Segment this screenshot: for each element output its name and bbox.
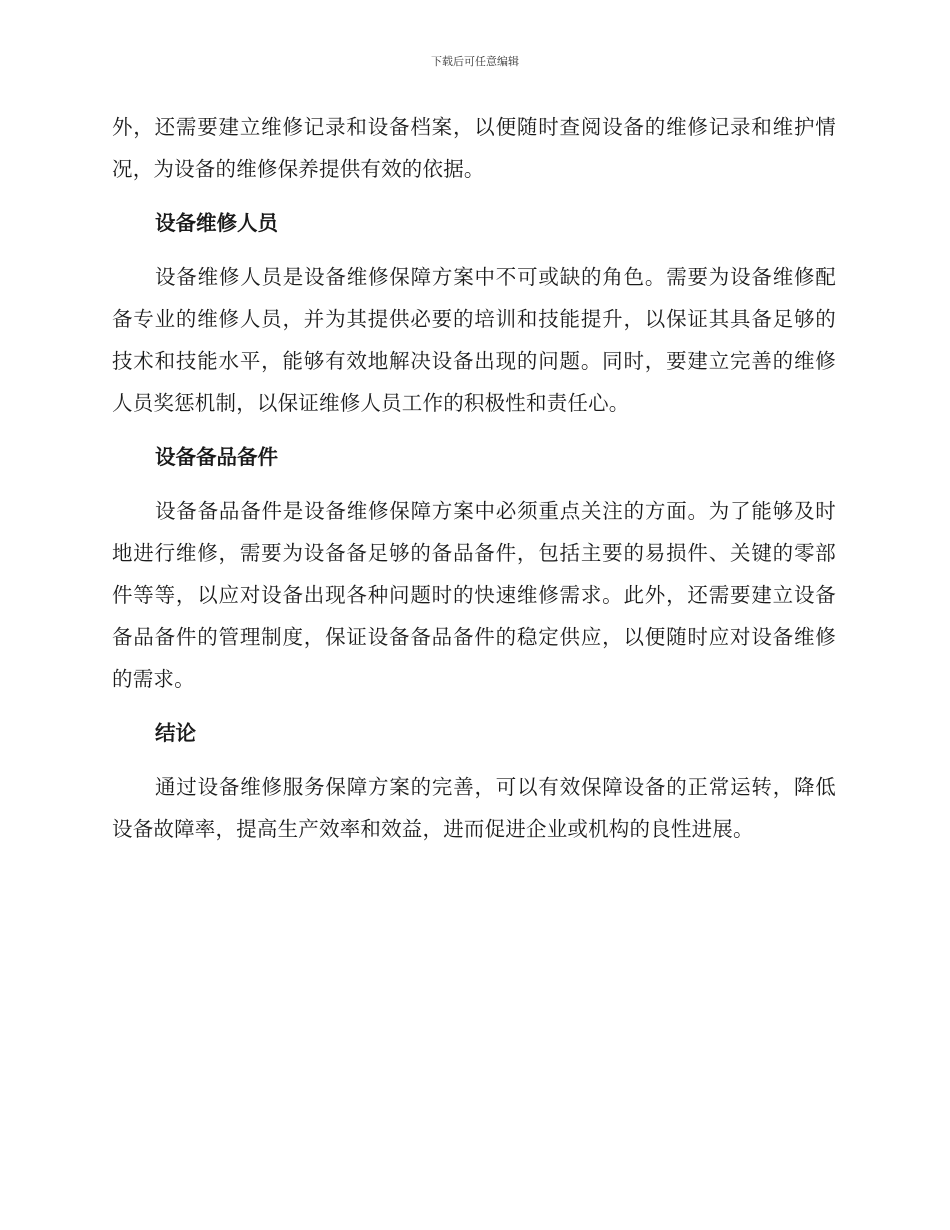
document-body [112,106,836,850]
spare-parts-heading: 设备备品备件 [155,445,278,469]
page-header: 下载后可任意编辑 [431,55,519,68]
conclusion-paragraph: 通过设备维修服务保障方案的完善，可以有效保障设备的正常运转，降低设备故障率，提高生产效率和效益，进而促进企业或机构的良性进展。 [112,775,836,841]
intro-paragraph: 外，还需要建立维修记录和设备档案，以便随时查阅设备的维修记录和维护情况，为设备的维修保养提供有效的依据。 [112,115,836,181]
personnel-heading: 设备维修人员 [155,211,278,235]
conclusion-heading: 结论 [155,721,196,745]
personnel-paragraph: 设备维修人员是设备维修保障方案中不可或缺的角色。需要为设备维修配备专业的维修人员，并为其提供必要的培训和技能提升，以保证其具备足够的技术和技能水平，能够有效地解决设备出现的问题。同时，要建立完善的维修人员奖惩机制，以保证维修人员工作的积极性和责任心。 [112,265,836,415]
spare-parts-paragraph: 设备备品备件是设备维修保障方案中必须重点关注的方面。为了能够及时地进行维修，需要为设备备足够的备品备件，包括主要的易损件、关键的零部件等等，以应对设备出现各种问题时的快速维修需求。此外，还需要建立设备备品备件的管理制度，保证设备备品备件的稳定供应，以便随时应对设备维修的需求。 [112,499,836,691]
